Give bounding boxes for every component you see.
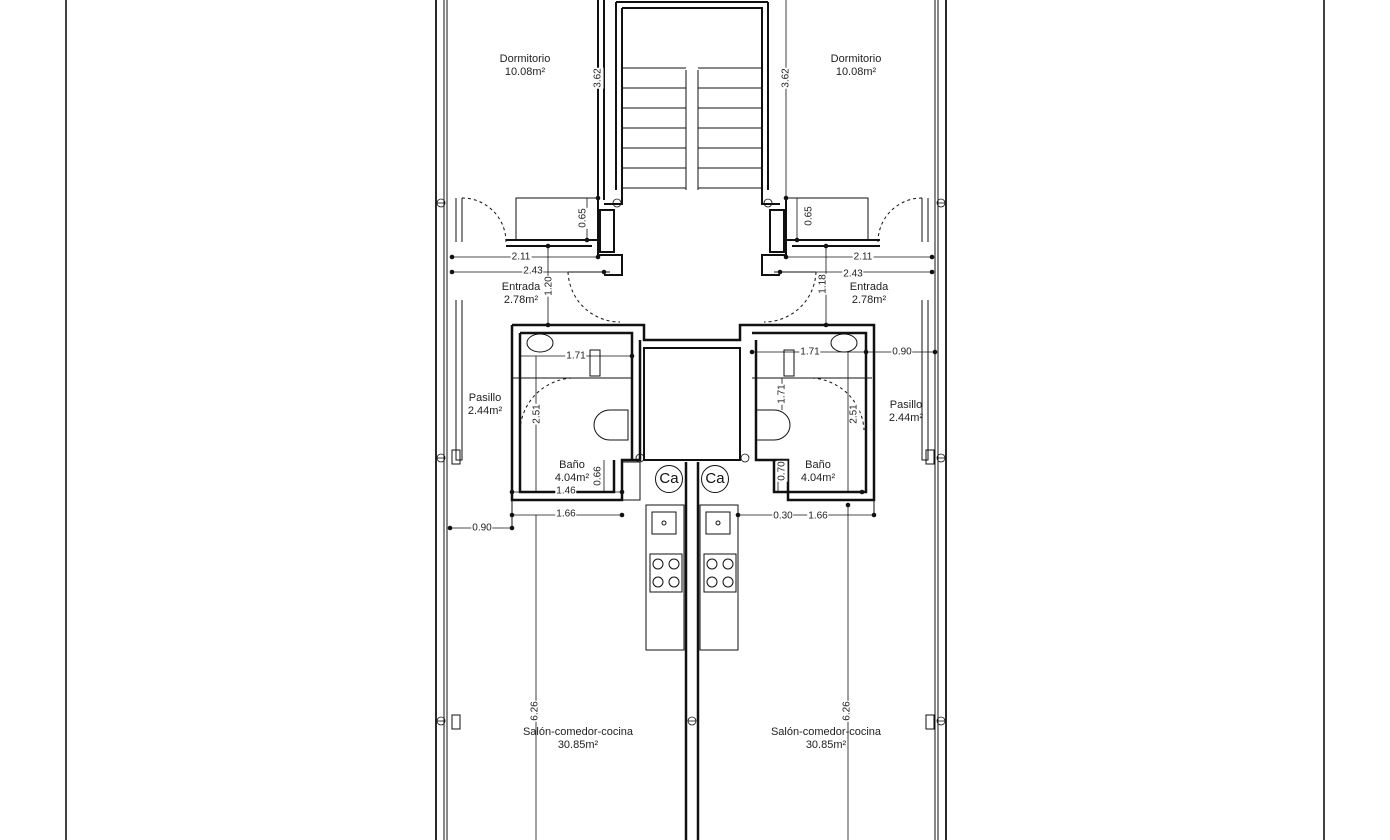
- staircase: [598, 0, 768, 200]
- boiler-tag-left: Ca: [655, 465, 683, 493]
- room-area: 4.04m²: [800, 472, 836, 484]
- dim-0-30: 0.30: [773, 510, 793, 522]
- dim-1-66-right: 1.66: [808, 510, 828, 522]
- room-area: 4.04m²: [554, 472, 590, 484]
- room-name: Salón-comedor-cocina: [770, 726, 882, 738]
- dim-1-66-left: 1.66: [556, 508, 576, 520]
- dim-1-71-left-horizontal: 1.71: [566, 350, 586, 362]
- dim-1-71-right-vertical: 1.71: [776, 384, 788, 404]
- dim-2-43-right: 2.43: [843, 268, 863, 280]
- room-label-dormitorio-right: [831, 53, 882, 79]
- dim-3-62-left: 3.62: [592, 68, 604, 88]
- dim-6-26-right: 6.26: [841, 701, 853, 721]
- room-name: Salón-comedor-cocina: [522, 726, 634, 738]
- room-label-entrada-left: [502, 281, 541, 307]
- room-name: Entrada: [849, 281, 889, 293]
- dim-0-90-left: 0.90: [472, 522, 492, 534]
- dim-2-51-left: 2.51: [531, 404, 543, 424]
- dim-0-70: 0.70: [776, 461, 788, 481]
- kitchen-counters: [646, 505, 738, 650]
- dim-3-62-right: 3.62: [780, 68, 792, 88]
- dim-0-66: 0.66: [592, 466, 604, 486]
- room-label-salon-left: [523, 726, 633, 752]
- dim-0-65-left: 0.65: [577, 208, 589, 228]
- dim-2-11-left: 2.11: [511, 251, 531, 263]
- room-name: Baño: [559, 459, 585, 471]
- room-label-salon-right: [771, 726, 881, 752]
- dim-2-43-left: 2.43: [523, 265, 543, 277]
- dim-1-71-right-horizontal: 1.71: [800, 346, 820, 358]
- dim-0-65-right: 0.65: [803, 206, 815, 226]
- room-area: 2.78m²: [851, 294, 887, 306]
- room-name: Dormitorio: [499, 53, 551, 65]
- room-area: 10.08m²: [835, 66, 877, 78]
- room-area: 2.44m²: [467, 405, 503, 417]
- room-area: 2.78m²: [503, 294, 539, 306]
- room-label-dormitorio-left: [500, 53, 551, 79]
- room-name: Pasillo: [889, 399, 923, 411]
- room-label-pasillo-left: [468, 392, 502, 418]
- room-label-bano-left: [555, 459, 589, 485]
- room-area: 30.85m²: [805, 739, 847, 751]
- room-label-entrada-right: [850, 281, 889, 307]
- room-area: 30.85m²: [557, 739, 599, 751]
- room-name: Entrada: [501, 281, 541, 293]
- room-area: 10.08m²: [504, 66, 546, 78]
- dim-1-46: 1.46: [556, 485, 576, 497]
- room-name: Dormitorio: [830, 53, 882, 65]
- dim-6-26-left: 6.26: [529, 701, 541, 721]
- room-label-pasillo-right: [889, 399, 923, 425]
- room-name: Pasillo: [468, 392, 502, 404]
- dimension-lines: [450, 0, 935, 840]
- boiler-tag-right: Ca: [701, 465, 729, 493]
- room-label-bano-right: [801, 459, 835, 485]
- dim-2-11-right: 2.11: [853, 251, 873, 263]
- room-area: 2.44m²: [888, 412, 924, 424]
- dim-0-90-right: 0.90: [892, 346, 912, 358]
- dim-1-20: 1.20: [543, 276, 555, 296]
- room-name: Baño: [805, 459, 831, 471]
- kitchen-walls: [622, 462, 698, 840]
- dim-2-51-right: 2.51: [848, 404, 860, 424]
- dim-1-18: 1.18: [817, 274, 829, 294]
